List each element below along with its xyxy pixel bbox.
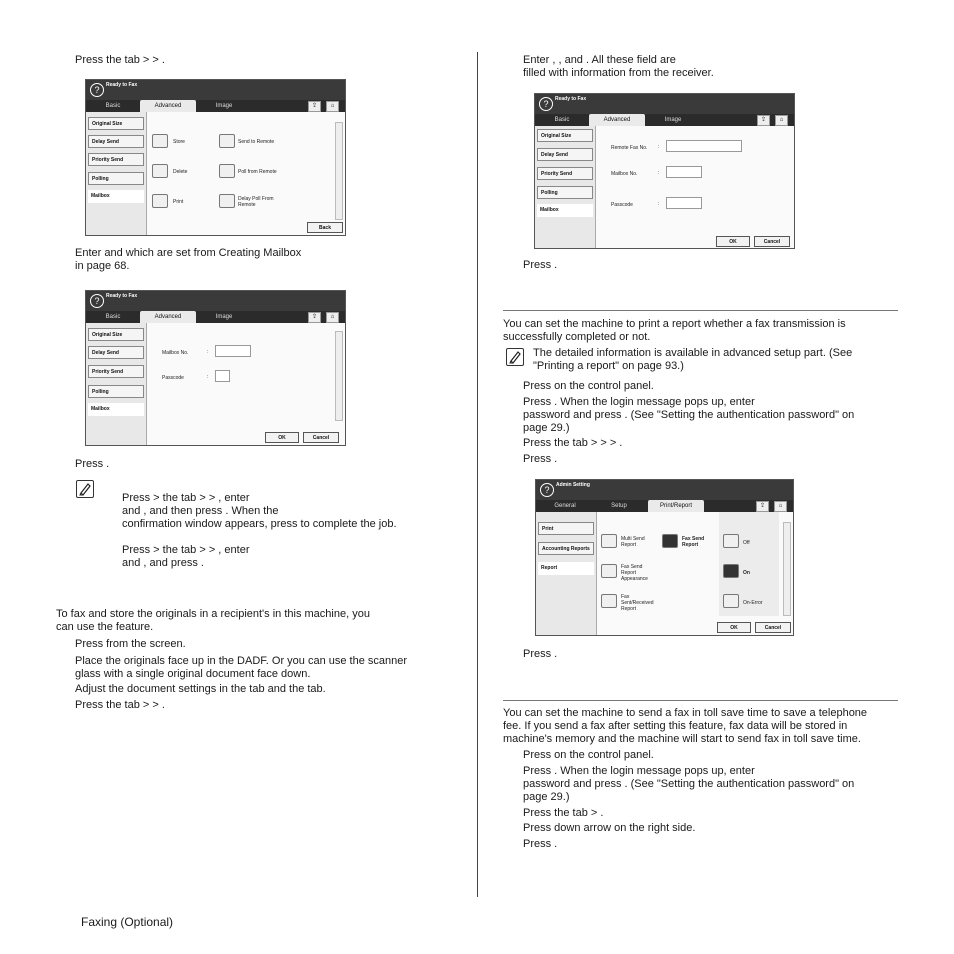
sidebar <box>86 112 146 235</box>
toll-step-4: Press down arrow on the right side. <box>523 822 696 834</box>
sidebar-item-report[interactable]: Report <box>538 562 594 575</box>
toll-intro-line-3: machine's memory and the machine will start to send fax in toll save time. <box>503 733 861 745</box>
left-substep-1: Press from the screen. <box>75 638 186 650</box>
help-icon[interactable]: ? <box>539 97 553 111</box>
passcode-label: Passcode <box>611 202 633 208</box>
main-panel <box>596 512 793 635</box>
mailbox-no-field[interactable] <box>666 166 702 178</box>
sidebar-item-polling[interactable]: Polling <box>88 385 144 398</box>
sidebar <box>536 512 596 635</box>
report-intro-line-1: You can set the machine to print a report whether a fax transmission is <box>503 318 846 330</box>
left-intro-line-1: To fax and store the originals in a recipient's in this machine, you <box>56 608 370 620</box>
sidebar-item-priority-send[interactable]: Priority Send <box>88 153 144 166</box>
sidebar-item-original-size[interactable]: Original Size <box>537 129 593 142</box>
tab-basic[interactable]: Basic <box>105 314 121 320</box>
colon: : <box>207 374 209 380</box>
help-icon[interactable]: ? <box>90 294 104 308</box>
left-substep-3: Adjust the document settings in the tab and the tab. <box>75 683 326 695</box>
mailbox-no-field[interactable] <box>215 345 251 357</box>
value-off-label: Off <box>743 540 750 546</box>
send-to-remote-button[interactable] <box>219 134 235 148</box>
main-panel <box>146 323 345 445</box>
cancel-button[interactable]: Cancel <box>755 622 791 633</box>
sidebar-item-original-size[interactable]: Original Size <box>88 117 144 130</box>
upload-icon[interactable]: ⇪ <box>308 312 321 323</box>
screenshot-mailbox-menu <box>85 79 346 236</box>
left-substep-4: Press the tab > > . <box>75 699 165 711</box>
main-panel <box>146 112 345 235</box>
note-icon <box>506 348 524 366</box>
report-step-1: Press on the control panel. <box>523 380 654 392</box>
help-icon[interactable]: ? <box>540 483 554 497</box>
note-1-line-1: Press > the tab > > , enter <box>122 492 250 504</box>
report-step-2: Press . When the login message pops up, enter <box>523 396 755 408</box>
passcode-field[interactable] <box>215 370 230 382</box>
toll-step-3: Press the tab > . <box>523 807 604 819</box>
screenshot-remote-input <box>534 93 795 249</box>
multi-send-report-label: Multi Send Report <box>621 536 645 548</box>
report-note-line-2: "Printing a report" on page 93.) <box>533 360 684 372</box>
value-on-error-label: On-Error <box>743 600 763 606</box>
scrollbar[interactable] <box>335 331 343 421</box>
right-step-1-cont: filled with information from the receiver. <box>523 67 714 79</box>
toll-step-2-cont2: page 29.) <box>523 791 570 803</box>
mailbox-no-label: Mailbox No. <box>162 350 189 356</box>
tab-basic[interactable]: Basic <box>105 103 121 109</box>
scrollbar[interactable] <box>783 522 791 616</box>
fax-send-report-appearance-label: Fax Send Report Appearance <box>621 564 648 582</box>
toll-step-2: Press . When the login message pops up, enter <box>523 765 755 777</box>
fax-sent-received-report-label: Fax Sent/Received Report <box>621 594 654 612</box>
upload-icon[interactable]: ⇪ <box>757 115 770 126</box>
tab-general[interactable]: General <box>554 503 576 509</box>
note-2-line-2: and , and press . <box>122 557 204 569</box>
toll-step-2-cont: password and press . (See "Setting the authentication password" on <box>523 778 855 790</box>
sidebar-item-original-size[interactable]: Original Size <box>88 328 144 341</box>
sidebar-item-polling[interactable]: Polling <box>88 172 144 185</box>
tab-advanced[interactable]: Advanced <box>140 311 196 323</box>
left-step-2: Enter and which are set from Creating Mailbox <box>75 247 302 259</box>
sidebar-item-priority-send[interactable]: Priority Send <box>537 167 593 180</box>
tab-image[interactable]: Image <box>664 117 682 123</box>
store-label: Store <box>173 139 185 145</box>
left-substep-2-cont: glass with a single original document face down. <box>75 668 311 680</box>
left-substep-2: Place the originals face up in the DADF. Or you can use the scanner <box>75 655 408 667</box>
fax-sent-received-report-button[interactable] <box>601 594 617 608</box>
back-button[interactable]: Back <box>307 222 343 233</box>
tab-image[interactable]: Image <box>215 103 233 109</box>
report-step-5: Press . <box>523 648 558 660</box>
cancel-button[interactable]: Cancel <box>303 432 339 443</box>
left-intro-line-2: can use the feature. <box>56 621 154 633</box>
right-step-2: Press . <box>523 259 558 271</box>
colon: : <box>658 201 660 207</box>
left-step-3: Press . <box>75 458 110 470</box>
toll-intro-line-1: You can set the machine to send a fax in toll save time to save a telephone <box>503 707 868 719</box>
note-2-line-1: Press > the tab > > , enter <box>122 544 250 556</box>
fax-send-report-button[interactable] <box>662 534 678 548</box>
print-button[interactable] <box>152 194 168 208</box>
toll-step-5: Press . <box>523 838 558 850</box>
sidebar-item-mailbox[interactable]: Mailbox <box>88 190 144 203</box>
sidebar-item-delay-send[interactable]: Delay Send <box>88 135 144 148</box>
right-step-1: Enter , , and . All these field are <box>523 54 676 66</box>
remote-fax-no-field[interactable] <box>666 140 742 152</box>
delay-poll-button[interactable] <box>219 194 235 208</box>
ok-button[interactable]: OK <box>265 432 299 443</box>
sidebar-item-delay-send[interactable]: Delay Send <box>537 148 593 161</box>
report-note-line-1: The detailed information is available in advanced setup part. (See <box>533 347 853 359</box>
screen-title: Admin Setting <box>556 482 590 488</box>
section-rule-2 <box>503 700 898 701</box>
page-footer: Faxing (Optional) <box>81 915 174 929</box>
screenshot-mailbox-input <box>85 290 346 446</box>
multi-send-report-button[interactable] <box>601 534 617 548</box>
left-step-2-cont: in page 68. <box>75 260 130 272</box>
home-icon[interactable]: ⌂ <box>326 101 339 112</box>
screenshot-admin-report <box>535 479 794 636</box>
tab-setup[interactable]: Setup <box>611 503 627 509</box>
home-icon[interactable]: ⌂ <box>326 312 339 323</box>
tab-advanced[interactable]: Advanced <box>589 114 645 126</box>
value-on-label: On <box>743 570 750 576</box>
report-step-2-cont2: page 29.) <box>523 422 570 434</box>
sidebar-item-priority-send[interactable]: Priority Send <box>88 365 144 378</box>
screen-title: Ready to Fax <box>106 82 138 88</box>
tab-basic[interactable]: Basic <box>554 117 570 123</box>
note-1-line-2: and , and then press . When the <box>122 505 279 517</box>
report-step-4: Press . <box>523 453 558 465</box>
sidebar-item-print[interactable]: Print <box>538 522 594 535</box>
tab-image[interactable]: Image <box>215 314 233 320</box>
mailbox-no-label: Mailbox No. <box>611 171 638 177</box>
screen-title: Ready to Fax <box>106 293 138 299</box>
home-icon[interactable]: ⌂ <box>774 501 787 512</box>
delete-button[interactable] <box>152 164 168 178</box>
delay-poll-label: Delay Poll From Remote <box>238 196 274 208</box>
toll-step-1: Press on the control panel. <box>523 749 654 761</box>
note-icon <box>76 480 94 498</box>
report-intro-line-2: successfully completed or not. <box>503 331 651 343</box>
fax-send-report-appearance-button[interactable] <box>601 564 617 578</box>
report-step-3: Press the tab > > > . <box>523 437 623 449</box>
sidebar-item-mailbox[interactable]: Mailbox <box>88 403 144 416</box>
passcode-field[interactable] <box>666 197 702 209</box>
sidebar-item-accounting-reports[interactable]: Accounting Reports <box>538 542 594 555</box>
section-rule-1 <box>503 310 898 311</box>
upload-icon[interactable]: ⇪ <box>308 101 321 112</box>
cancel-button[interactable]: Cancel <box>754 236 790 247</box>
help-icon[interactable]: ? <box>90 83 104 97</box>
sidebar-item-delay-send[interactable]: Delay Send <box>88 346 144 359</box>
colon: : <box>658 170 660 176</box>
sidebar <box>535 126 595 248</box>
value-off-button[interactable] <box>723 534 739 548</box>
left-step-1: Press the tab > > . <box>75 54 165 66</box>
fax-send-report-label: Fax Send Report <box>682 536 705 548</box>
poll-from-remote-label: Poll from Remote <box>238 169 277 175</box>
main-panel <box>595 126 794 248</box>
sidebar-item-polling[interactable]: Polling <box>537 186 593 199</box>
ok-button[interactable]: OK <box>717 622 751 633</box>
screen-title: Ready to Fax <box>555 96 587 102</box>
poll-from-remote-button[interactable] <box>219 164 235 178</box>
sidebar <box>86 323 146 445</box>
tab-print-report[interactable]: Print/Report <box>648 500 704 512</box>
tab-advanced[interactable]: Advanced <box>140 100 196 112</box>
sidebar-item-mailbox[interactable]: Mailbox <box>537 204 593 217</box>
column-divider <box>477 52 478 897</box>
delete-label: Delete <box>173 169 188 175</box>
scrollbar[interactable] <box>335 122 343 220</box>
store-button[interactable] <box>152 134 168 148</box>
remote-fax-no-label: Remote Fax No. <box>611 145 648 151</box>
passcode-label: Passcode <box>162 375 184 381</box>
send-to-remote-label: Send to Remote <box>238 139 275 145</box>
value-on-button[interactable] <box>723 564 739 578</box>
print-label: Print <box>173 199 184 205</box>
colon: : <box>207 349 209 355</box>
note-1-line-3: confirmation window appears, press to complete the job. <box>122 518 397 530</box>
colon: : <box>658 144 660 150</box>
ok-button[interactable]: OK <box>716 236 750 247</box>
value-on-error-button[interactable] <box>723 594 739 608</box>
report-step-2-cont: password and press . (See "Setting the authentication password" on <box>523 409 855 421</box>
toll-intro-line-2: fee. If you send a fax after setting this feature, fax data will be stored in <box>503 720 848 732</box>
home-icon[interactable]: ⌂ <box>775 115 788 126</box>
upload-icon[interactable]: ⇪ <box>756 501 769 512</box>
